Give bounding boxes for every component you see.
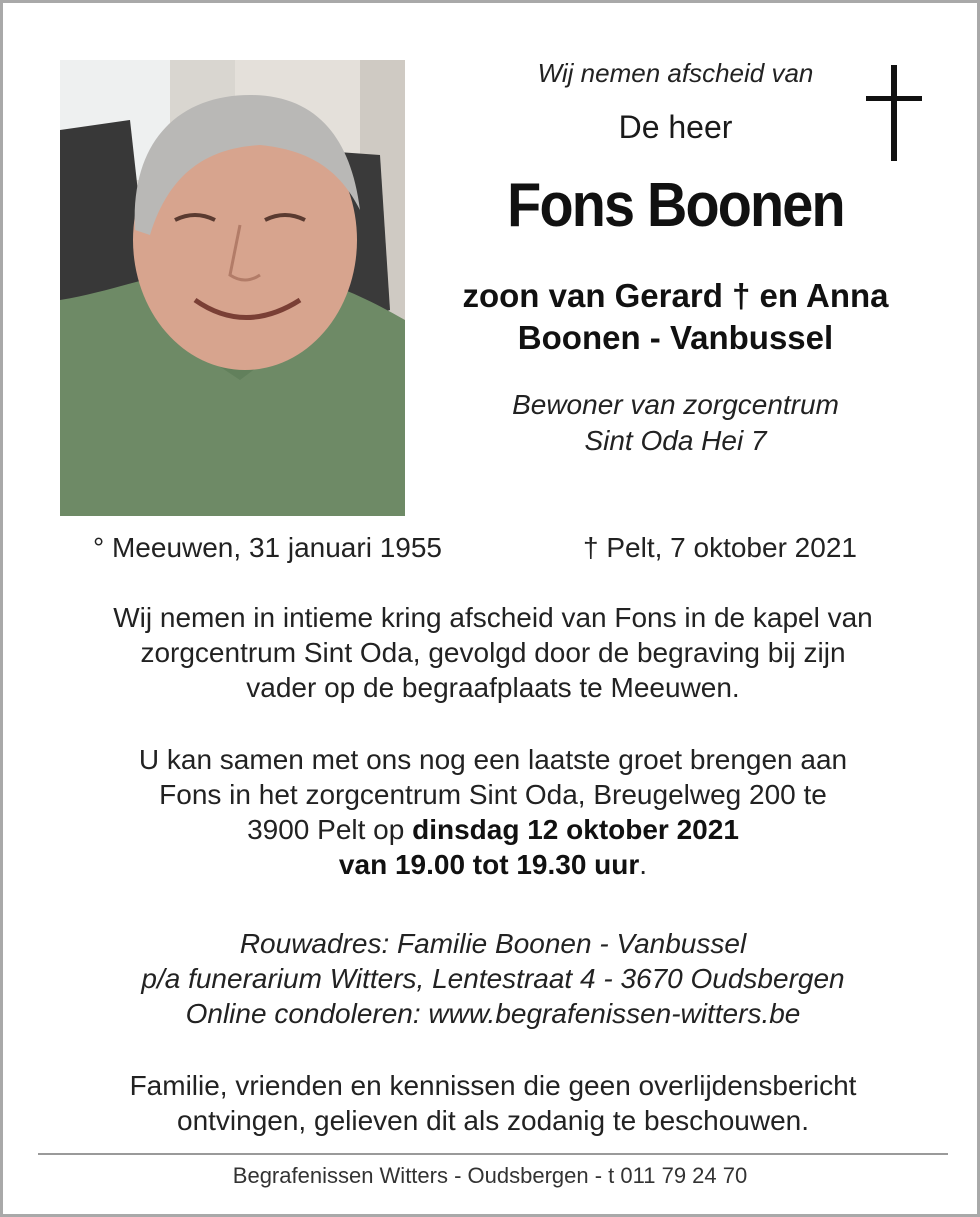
parents-line-1: zoon van Gerard † en Anna xyxy=(462,277,889,314)
header-column xyxy=(423,53,928,459)
visitation-date: dinsdag 12 oktober 2021 xyxy=(412,814,739,845)
mourning-address: Rouwadres: Familie Boonen - Vanbussel xyxy=(239,928,747,959)
ceremony-paragraph xyxy=(43,600,943,705)
visitation-line-3-prefix: 3900 Pelt op xyxy=(247,814,413,845)
footer-divider xyxy=(38,1153,948,1155)
address-paragraph xyxy=(43,926,943,1031)
visitation-line-4-suffix: . xyxy=(639,849,648,880)
deceased-name: Fons Boonen xyxy=(507,171,844,240)
ceremony-line-1: Wij nemen in intieme kring afscheid van Fons in de kapel van xyxy=(113,602,873,633)
ceremony-line-2: zorgcentrum Sint Oda, gevolgd door de begraving bij zijn xyxy=(140,637,846,668)
notice-line-1: Familie, vrienden en kennissen die geen overlijdensbericht xyxy=(129,1070,857,1101)
life-dates xyxy=(3,528,977,568)
death-date: † Pelt, 7 oktober 2021 xyxy=(583,532,857,563)
parents-line-2: Boonen - Vanbussel xyxy=(517,319,834,356)
notice-line-2: ontvingen, gelieven dit als zodanig te beschouwen. xyxy=(177,1105,809,1136)
footer-text: Begrafenissen Witters - Oudsbergen - t 011 79 24 70 xyxy=(232,1163,748,1188)
visitation-time: van 19.00 tot 19.30 uur xyxy=(338,849,640,880)
birth-date: ° Meeuwen, 31 januari 1955 xyxy=(93,532,442,563)
visitation-line-1: U kan samen met ons nog een laatste groet brengen aan xyxy=(138,744,848,775)
ceremony-line-3: vader op de begraafplaats te Meeuwen. xyxy=(246,672,740,703)
visitation-paragraph xyxy=(43,742,943,882)
condolence-link[interactable]: Online condoleren: www.begrafenissen-witters.be xyxy=(185,998,801,1029)
funerarium-address: p/a funerarium Witters, Lentestraat 4 - 3670 Oudsbergen xyxy=(141,963,845,994)
visitation-line-2: Fons in het zorgcentrum Sint Oda, Breugelweg 200 te xyxy=(159,779,827,810)
residence-line-1: Bewoner van zorgcentrum xyxy=(512,389,839,420)
parents-text xyxy=(423,275,928,359)
portrait-photo xyxy=(60,60,405,516)
intro-text: Wij nemen afscheid van xyxy=(537,58,814,88)
notice-paragraph xyxy=(43,1068,943,1138)
residence-text xyxy=(423,387,928,459)
honorific: De heer xyxy=(618,109,733,145)
residence-line-2: Sint Oda Hei 7 xyxy=(584,425,767,456)
